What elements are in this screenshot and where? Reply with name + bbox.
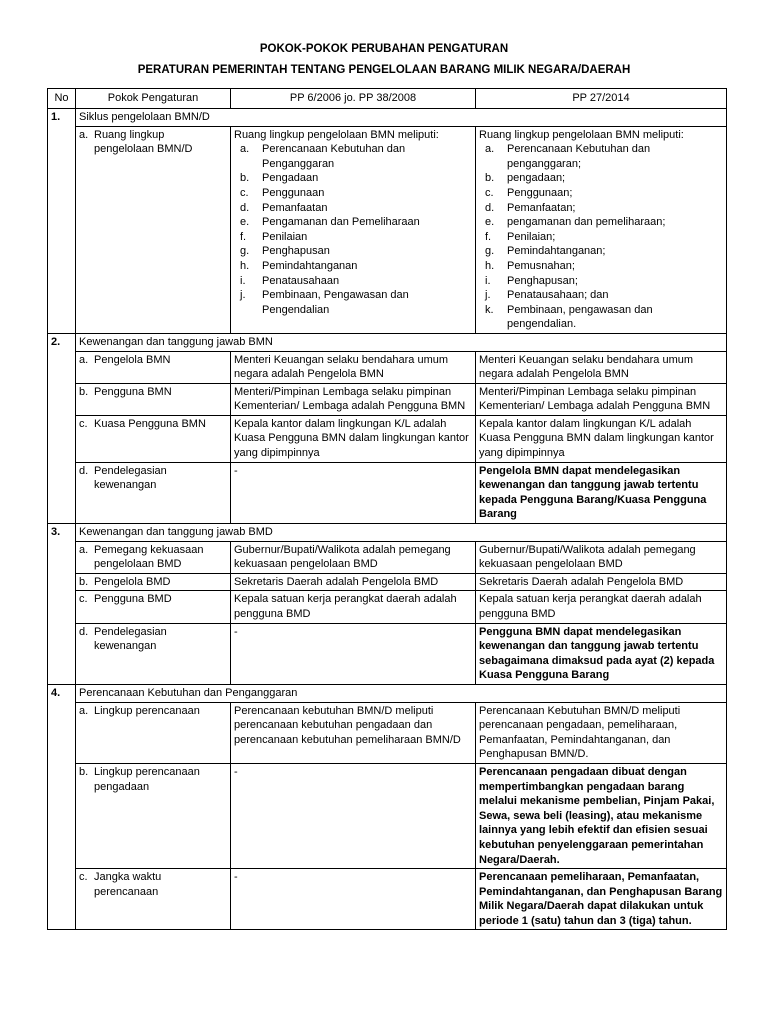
list-text: Pemindahtanganan (262, 259, 358, 272)
header-pp-old: PP 6/2006 jo. PP 38/2008 (231, 89, 476, 109)
table-row (48, 702, 727, 763)
list-item (234, 201, 472, 216)
list-letter: f. (485, 230, 492, 243)
list-item (479, 259, 723, 274)
pp-old-cell: Menteri Keuangan selaku bendahara umum negara adalah Pengelola BMN (231, 351, 476, 383)
pp-old-cell: Kepala satuan kerja perangkat daerah adalah pengguna BMD (231, 591, 476, 623)
topic-cell (76, 351, 231, 383)
section-row (48, 684, 727, 702)
list-item (234, 244, 472, 259)
list-text: Pemanfaatan; (507, 201, 576, 214)
item-letter: c. (79, 871, 88, 884)
item-letter: b. (79, 765, 89, 778)
pp-old-cell: - (231, 763, 476, 868)
list-item (479, 215, 723, 230)
list-letter: a. (485, 143, 495, 156)
topic-cell (76, 763, 231, 868)
list-item (234, 186, 472, 201)
section-number: 3. (48, 524, 76, 685)
list-item (479, 186, 723, 201)
list-text: Penggunaan (262, 186, 325, 199)
list-item (479, 288, 723, 303)
list-text: Pembinaan, pengawasan dan pengendalian. (507, 303, 653, 331)
list-intro: Ruang lingkup pengelolaan BMN meliputi: (479, 128, 684, 141)
table-row (48, 623, 727, 684)
list-letter: k. (485, 303, 494, 316)
item-letter: b. (79, 385, 89, 398)
list-item (479, 303, 723, 332)
list-item (479, 201, 723, 216)
topic-cell (76, 541, 231, 573)
list-item (234, 171, 472, 186)
topic-cell (76, 126, 231, 333)
list-letter: c. (240, 186, 249, 199)
list-intro: Ruang lingkup pengelolaan BMN meliputi: (234, 128, 439, 141)
section-row (48, 333, 727, 351)
pp-new-cell: Pengelola BMN dapat mendelegasikan kewenangan dan tanggung jawab tertentu kepada Pengguna Barang/Kuasa Pengguna Barang (476, 462, 727, 523)
list-letter: g. (485, 245, 495, 258)
list-letter: d. (240, 201, 250, 214)
list-letter: b. (240, 172, 250, 185)
list-text: Pengamanan dan Pemeliharaan (262, 216, 420, 229)
header-pokok: Pokok Pengaturan (76, 89, 231, 109)
list-letter: h. (240, 259, 250, 272)
list-item (479, 244, 723, 259)
pp-old-cell: - (231, 869, 476, 930)
topic-cell (76, 383, 231, 415)
list-item (479, 274, 723, 289)
list-text: Penggunaan; (507, 186, 573, 199)
topic-label: Lingkup perencanaan pengadaan (94, 765, 200, 793)
section-title: Kewenangan dan tanggung jawab BMD (76, 524, 727, 542)
list-item (234, 215, 472, 230)
list-letter: i. (485, 274, 491, 287)
pp-new-cell: Perencanaan pengadaan dibuat dengan mempertimbangkan pengadaan barang melalui mekanisme pembelian, Pinjam Pakai, Sewa, sewa beli (leasing), atau mekanisme lainnya yang lebih efektif dan efisien sesuai kebutuhan penyelenggaraan pemerintahan Negara/Daerah. (476, 763, 727, 868)
item-letter: a. (79, 543, 89, 556)
table-row (48, 763, 727, 868)
section-row (48, 109, 727, 127)
list-item (234, 259, 472, 274)
table-row (48, 126, 727, 333)
table-row (48, 573, 727, 591)
comparison-table (47, 88, 727, 930)
pp-new-cell: Sekretaris Daerah adalah Pengelola BMD (476, 573, 727, 591)
item-letter: b. (79, 575, 89, 588)
document-title: POKOK-POKOK PERUBAHAN PENGATURAN (259, 43, 509, 55)
list-item (234, 142, 472, 171)
list-letter: c. (485, 186, 494, 199)
list-text: Pemindahtanganan; (507, 245, 606, 258)
document-titles (0, 39, 768, 81)
pp-new-cell: Gubernur/Bupati/Walikota adalah pemegang kekuasaan pengelolaan BMD (476, 541, 727, 573)
section-row (48, 524, 727, 542)
header-no: No (48, 89, 76, 109)
old-scope-list (234, 142, 472, 317)
table-header-row (48, 89, 727, 109)
list-text: Perencanaan Kebutuhan dan Penganggaran (262, 143, 406, 170)
table-row (48, 462, 727, 523)
topic-cell (76, 591, 231, 623)
list-letter: j. (240, 289, 246, 302)
pp-old-cell: Gubernur/Bupati/Walikota adalah pemegang kekuasaan pengelolaan BMD (231, 541, 476, 573)
pp-new-cell: Menteri/Pimpinan Lembaga selaku pimpinan Kementerian/ Lembaga adalah Pengguna BMN (476, 383, 727, 415)
table-row (48, 869, 727, 930)
section-title: Kewenangan dan tanggung jawab BMN (76, 333, 727, 351)
item-letter: a. (79, 353, 89, 366)
list-item (234, 230, 472, 245)
item-letter: c. (79, 593, 88, 606)
topic-cell (76, 623, 231, 684)
list-text: Pengadaan (262, 172, 319, 185)
topic-cell (76, 415, 231, 462)
topic-label: Pengguna BMD (94, 593, 172, 606)
list-letter: j. (485, 289, 491, 302)
list-text: Penilaian (262, 230, 308, 243)
list-text: Penatausahaan; dan (507, 289, 609, 302)
pp-old-cell: Perencanaan kebutuhan BMN/D meliputi perencanaan kebutuhan pengadaan dan perencanaan kebutuhan pemeliharaan BMN/D (231, 702, 476, 763)
pp-new-cell: Kepala kantor dalam lingkungan K/L adalah Kuasa Pengguna BMN dalam lingkungan kantor yang dipimpinnya (476, 415, 727, 462)
list-letter: e. (485, 216, 495, 229)
section-title: Siklus pengelolaan BMN/D (76, 109, 727, 127)
pp-new-cell: Perencanaan Kebutuhan BMN/D meliputi perencanaan pengadaan, pemeliharaan, Pemanfaatan, Pemindahtanganan, dan Penghapusan BMN/D. (476, 702, 727, 763)
pp-old-cell: Menteri/Pimpinan Lembaga selaku pimpinan Kementerian/ Lembaga adalah Pengguna BMN (231, 383, 476, 415)
table-row (48, 383, 727, 415)
topic-label: Pengelola BMN (94, 353, 171, 366)
list-letter: d. (485, 201, 495, 214)
list-item (479, 171, 723, 186)
topic-label: Kuasa Pengguna BMN (94, 417, 206, 430)
list-text: Penghapusan; (507, 274, 578, 287)
table-row (48, 541, 727, 573)
topic-label: Pengelola BMD (94, 575, 171, 588)
list-text: Penghapusan (262, 245, 330, 258)
table-row (48, 591, 727, 623)
item-letter: d. (79, 464, 89, 477)
list-letter: h. (485, 259, 495, 272)
topic-label: Lingkup perencanaan (94, 704, 200, 717)
pp-old-cell (231, 126, 476, 333)
topic-label: Pendelegasian kewenangan (94, 464, 167, 492)
list-text: pengamanan dan pemeliharaan; (507, 216, 666, 229)
table-row (48, 351, 727, 383)
pp-new-cell: Perencanaan pemeliharaan, Pemanfaatan, Pemindahtanganan, dan Penghapusan Barang Milik Negara/Daerah dapat dilakukan untuk periode 1 (satu) tahun dan 3 (tiga) tahun. (476, 869, 727, 930)
topic-cell (76, 702, 231, 763)
pp-old-cell: Kepala kantor dalam lingkungan K/L adalah Kuasa Pengguna BMN dalam lingkungan kantor yang dipimpinnya (231, 415, 476, 462)
list-item (234, 274, 472, 289)
item-letter: c. (79, 417, 88, 430)
topic-label: Pendelegasian kewenangan (94, 625, 167, 653)
pp-new-cell: Menteri Keuangan selaku bendahara umum negara adalah Pengelola BMN (476, 351, 727, 383)
topic-cell (76, 462, 231, 523)
list-text: pengadaan; (507, 172, 566, 185)
topic-label: Pemegang kekuasaan pengelolaan BMD (94, 543, 204, 571)
section-title: Perencanaan Kebutuhan dan Penganggaran (76, 684, 727, 702)
topic-cell (76, 869, 231, 930)
topic-label: Jangka waktu perencanaan (94, 871, 162, 898)
list-text: Perencanaan Kebutuhan dan penganggaran; (507, 143, 651, 170)
list-letter: a. (240, 143, 250, 156)
header-pp-new: PP 27/2014 (476, 89, 727, 109)
list-text: Pembinaan, Pengawasan dan Pengendalian (262, 289, 409, 316)
new-scope-list (479, 142, 723, 332)
item-letter: d. (79, 625, 89, 638)
list-letter: e. (240, 216, 250, 229)
list-text: Penilaian; (507, 230, 556, 243)
section-number: 1. (48, 109, 76, 334)
list-letter: g. (240, 245, 250, 258)
pp-old-cell: Sekretaris Daerah adalah Pengelola BMD (231, 573, 476, 591)
topic-label: Pengguna BMN (94, 385, 172, 398)
pp-new-cell: Kepala satuan kerja perangkat daerah adalah pengguna BMD (476, 591, 727, 623)
list-letter: f. (240, 230, 247, 243)
topic-cell (76, 573, 231, 591)
list-text: Pemanfaatan (262, 201, 328, 214)
topic-label: Ruang lingkup pengelolaan BMN/D (94, 128, 193, 156)
pp-new-cell (476, 126, 727, 333)
pp-new-cell: Pengguna BMN dapat mendelegasikan kewenangan dan tanggung jawab tertentu sebagaimana dimaksud pada ayat (2) kepada Kuasa Pengguna Barang (476, 623, 727, 684)
document-subtitle: PERATURAN PEMERINTAH TENTANG PENGELOLAAN BARANG MILIK NEGARA/DAERAH (137, 64, 631, 76)
item-letter: a. (79, 704, 89, 717)
list-letter: i. (240, 274, 246, 287)
list-text: Pemusnahan; (507, 259, 575, 272)
section-number: 4. (48, 684, 76, 930)
list-text: Penatausahaan (262, 274, 340, 287)
pp-old-cell: - (231, 623, 476, 684)
pp-old-cell: - (231, 462, 476, 523)
item-letter: a. (79, 128, 89, 141)
list-letter: b. (485, 172, 495, 185)
list-item (479, 142, 723, 171)
section-number: 2. (48, 333, 76, 523)
list-item (479, 230, 723, 245)
list-item (234, 288, 472, 317)
table-row (48, 415, 727, 462)
